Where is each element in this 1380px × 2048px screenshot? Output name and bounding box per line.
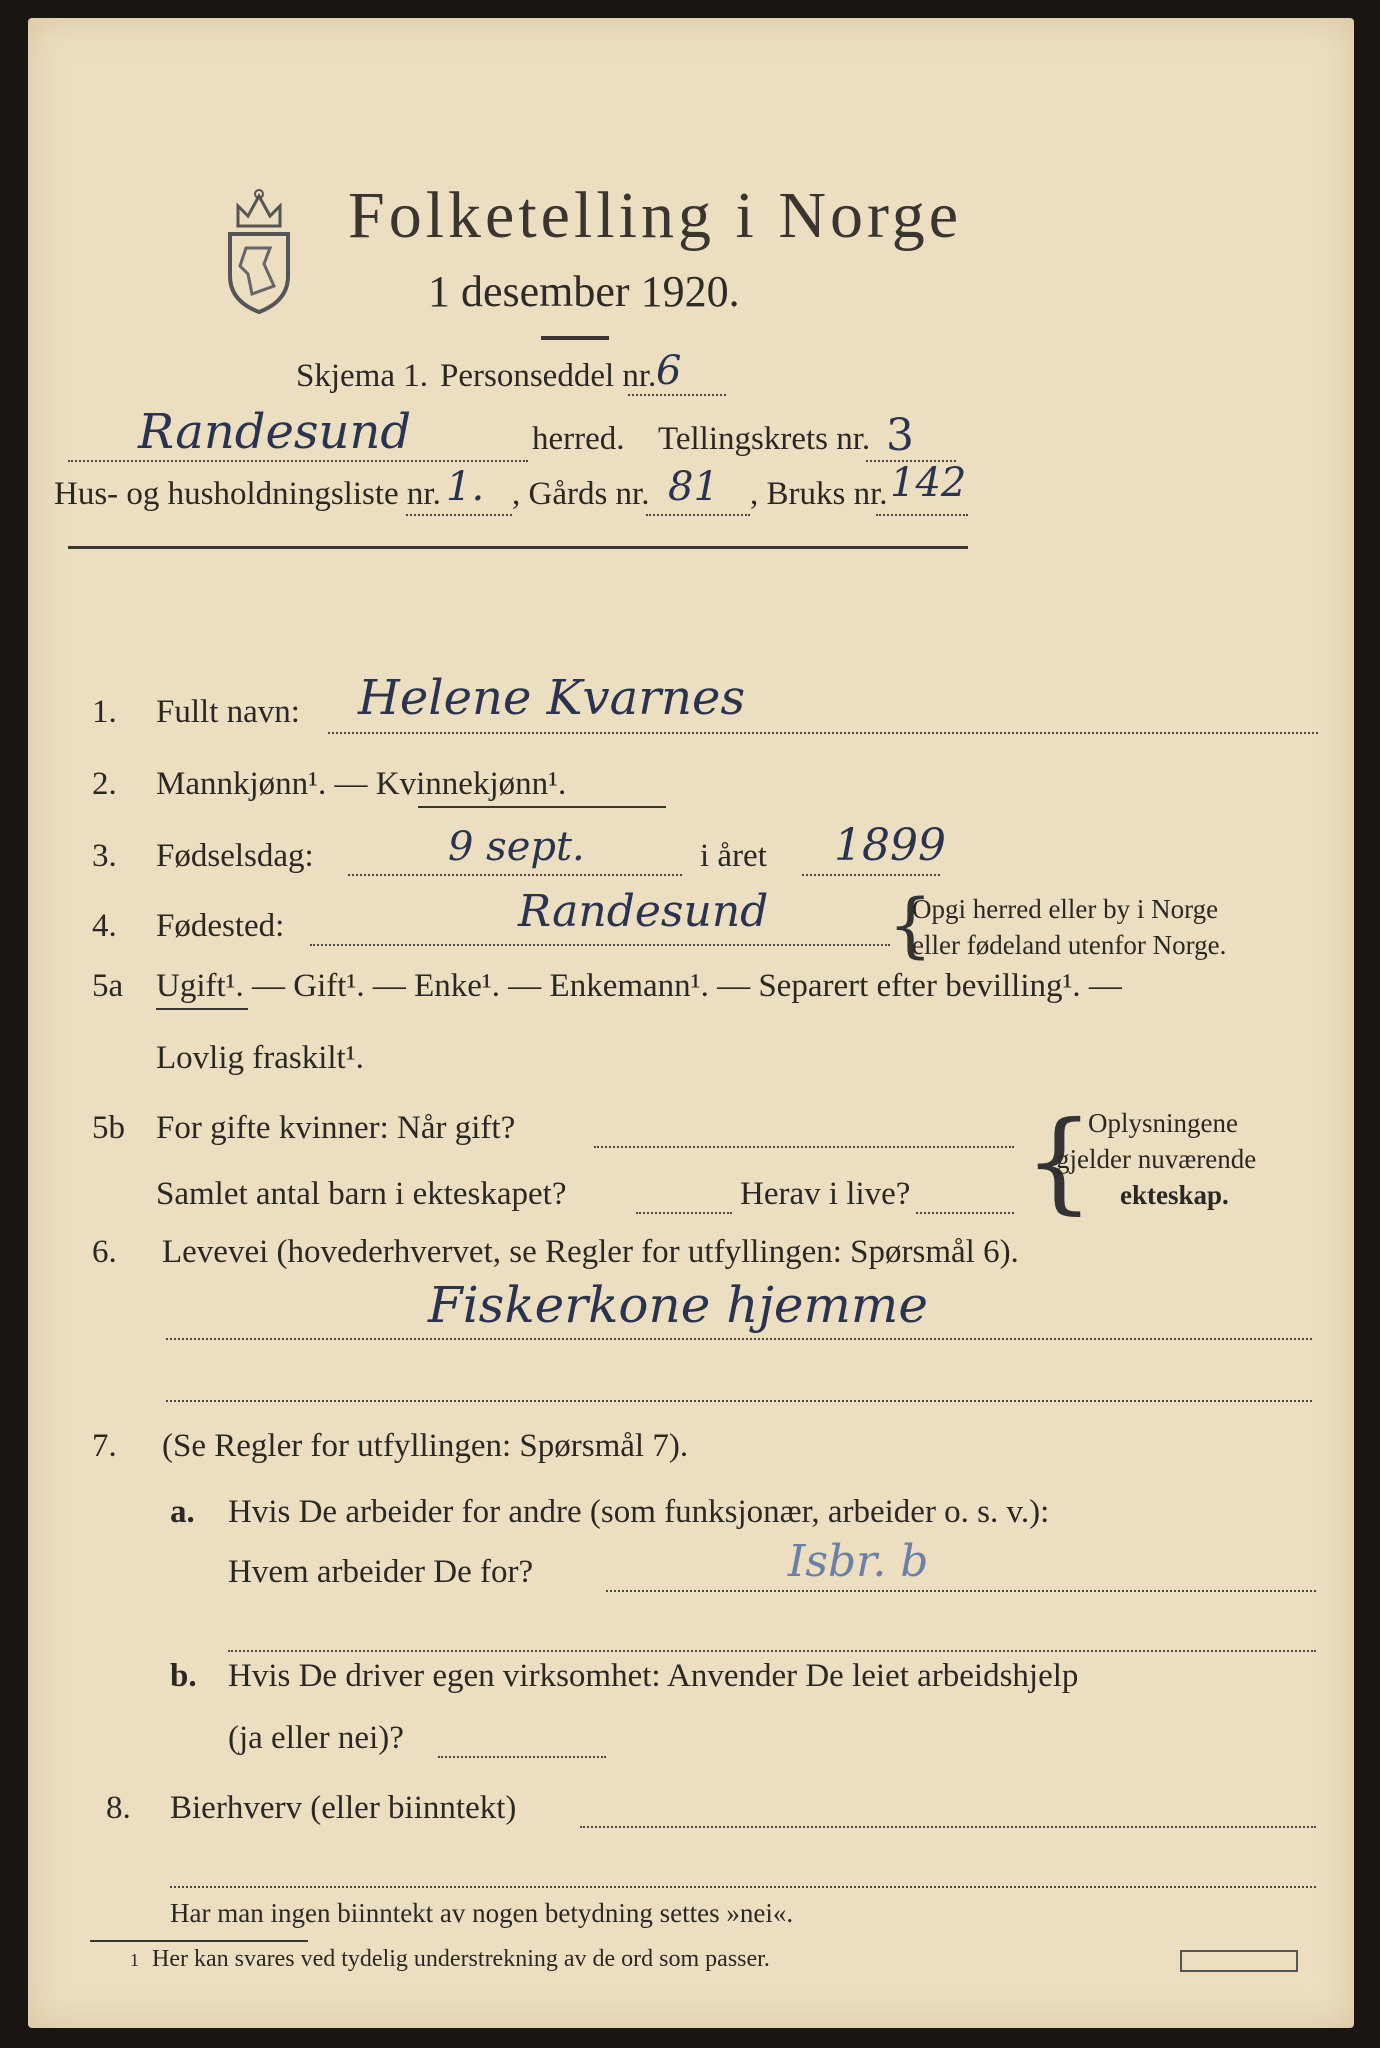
q1-value: Helene Kvarnes [358,670,746,726]
footnote-rule [90,1940,308,1942]
q8-number: 8. [106,1790,131,1826]
q7a-value: Isbr. b [788,1536,929,1587]
bruks-label: , Bruks nr. [750,476,888,512]
q7b-label: Hvis De driver egen virksomhet: Anvender De leiet arbeidshjelp [228,1658,1079,1694]
printer-stamp [1180,1950,1298,1972]
q5a-underline [156,1008,248,1010]
hus-label: Hus- og husholdningsliste nr. [54,476,441,512]
q7a-number: a. [170,1494,195,1530]
q4-line [310,944,890,946]
q6-label: Levevei (hovederhvervet, se Regler for utfyllingen: Spørsmål 6). [162,1234,1019,1270]
q5b-children-line [636,1212,732,1214]
q3-day-line [348,874,682,876]
q5b-label-2: Samlet antal barn i ekteskapet? [156,1176,567,1212]
q4-label: Fødested: [156,908,285,944]
q7b-label-2: (ja eller nei)? [228,1720,404,1756]
q7-label: (Se Regler for utfyllingen: Spørsmål 7). [162,1428,689,1464]
q3-label: Fødselsdag: [156,838,314,874]
q5b-when-line [594,1146,1014,1148]
tellingskrets-value: 3 [886,410,914,461]
q6-value: Fiskerkone hjemme [428,1276,928,1334]
q5b-note-2: gjelder nuværende [1056,1144,1257,1174]
q2-number: 2. [92,766,117,802]
q3-year-label: i året [700,838,767,874]
q5b-note-1: Oplysningene [1088,1108,1238,1138]
q2-underline [418,806,666,808]
q5b-label-3: Herav i live? [740,1176,911,1212]
q4-value: Randesund [518,886,769,937]
bruks-line [876,514,968,516]
q8-line-2 [170,1886,1316,1888]
coat-of-arms-icon [218,186,300,316]
q7a-line-1 [606,1590,1316,1592]
hus-line [406,514,512,516]
q1-number: 1. [92,694,117,730]
footnote-number: 1 [130,1950,139,1970]
q5a-number: 5a [92,968,124,1004]
q2-label: Mannkjønn¹. — Kvinnekjønn¹. [156,766,567,802]
q4-note-2: eller fødeland utenfor Norge. [912,930,1227,960]
q3-year-line [802,874,940,876]
q4-number: 4. [92,908,117,944]
gards-label: , Gårds nr. [512,476,650,512]
q5b-alive-line [916,1212,1014,1214]
q5b-label: For gifte kvinner: Når gift? [156,1110,516,1146]
q5b-brace: { [1024,1097,1094,1225]
herred-line [68,460,528,462]
gards-value: 81 [668,464,719,510]
personseddel-value: 6 [656,348,682,394]
note-nei: Har man ingen biinntekt av nogen betydning settes »nei«. [170,1898,794,1928]
herred-label: herred. [532,421,625,457]
q6-line-1 [166,1338,1312,1340]
hus-value: 1. [446,464,485,510]
q8-label: Bierhverv (eller biinntekt) [170,1790,517,1826]
bruks-value: 142 [890,460,967,506]
footnote-text: Her kan svares ved tydelig understrekning av de ord som passer. [152,1946,770,1972]
q3-number: 3. [92,838,117,874]
q3-day-value: 9 sept. [448,824,585,870]
title-rule [541,336,609,340]
q4-note-1: Opgi herred eller by i Norge [912,894,1219,924]
personseddel-label: Personseddel nr. [440,358,657,394]
skjema-label: Skjema 1. [296,358,428,394]
q4-brace: { [888,884,933,966]
q5b-number: 5b [92,1110,125,1146]
q1-line [328,732,1318,734]
q7-number: 7. [92,1428,117,1464]
q7a-label: Hvis De arbeider for andre (som funksjonær, arbeider o. s. v.): [228,1494,1050,1530]
q6-line-2 [166,1400,1312,1402]
census-form-sheet [28,18,1354,2028]
form-date: 1 desember 1920. [428,267,740,316]
q7a-label-2: Hvem arbeider De for? [228,1554,534,1590]
personseddel-line [628,394,726,396]
q6-number: 6. [92,1234,117,1270]
herred-value: Randesund [138,404,412,460]
q5a-label-2: Lovlig fraskilt¹. [156,1040,364,1076]
q1-label: Fullt navn: [156,694,300,730]
gards-line [646,514,750,516]
q8-line-1 [580,1826,1316,1828]
header-divider [68,546,968,549]
q7b-number: b. [170,1658,197,1694]
q5b-note-3: ekteskap. [1120,1180,1229,1210]
q7b-line [438,1756,606,1758]
q7a-line-2 [228,1650,1316,1652]
q5a-label: Ugift¹. — Gift¹. — Enke¹. — Enkemann¹. — Separert efter bevilling¹. — [156,968,1122,1004]
q3-year-value: 1899 [834,820,946,871]
form-title: Folketelling i Norge [348,179,963,252]
tellingskrets-label: Tellingskrets nr. [658,421,871,457]
